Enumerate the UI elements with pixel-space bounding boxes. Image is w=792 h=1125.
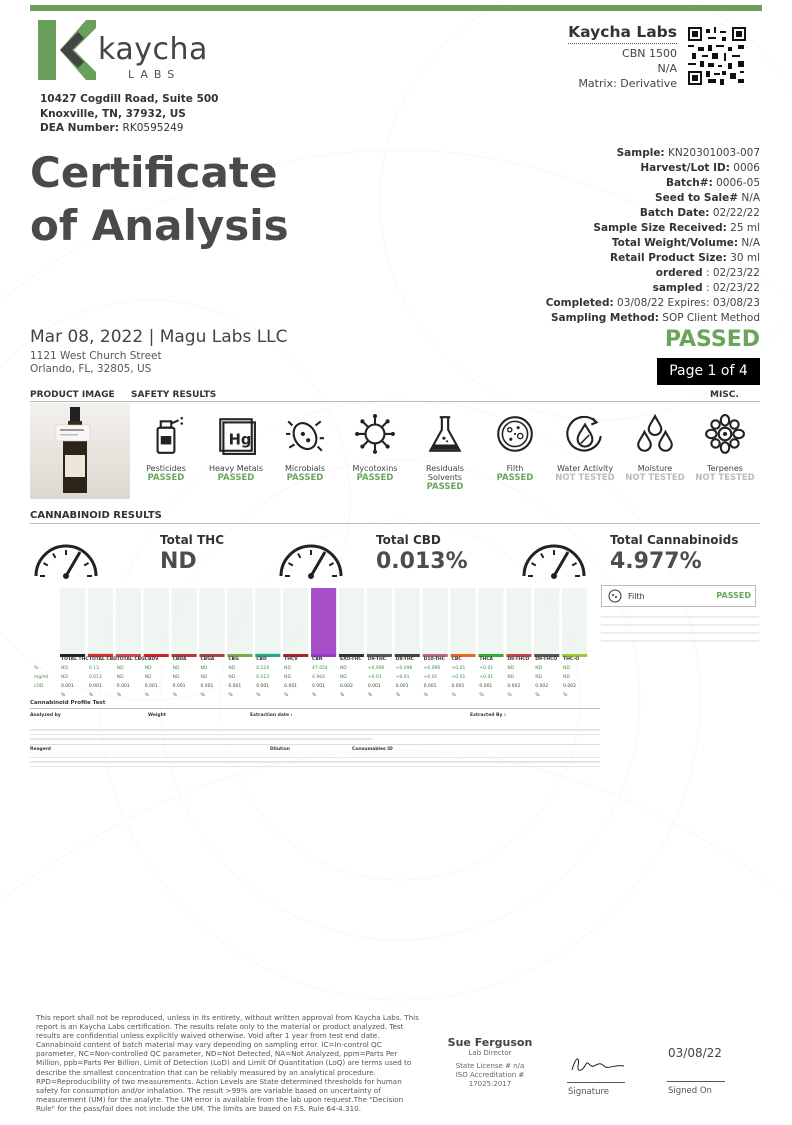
filth-box-title: Filth (628, 592, 645, 601)
misc-header: MISC. (710, 390, 739, 400)
table-cell: <0.01 (451, 675, 466, 680)
table-cell: 0.001 (88, 684, 102, 689)
sample-info-value: 02/22/22 (712, 207, 760, 219)
safety-item (690, 412, 760, 483)
table-cell: ND (144, 666, 152, 671)
sample-info-row (546, 236, 760, 251)
table-cell: <0.01 (395, 675, 410, 680)
chart-category-label: EXO-THC (339, 657, 362, 662)
safety-item-label: Mycotoxins (352, 464, 398, 473)
filth-side-box (601, 585, 756, 607)
table-cell: 0.001 (367, 684, 381, 689)
table-cell: 0.002 (339, 684, 353, 689)
sample-info-row (546, 176, 760, 191)
safety-results-header: SAFETY RESULTS (131, 390, 217, 400)
chart-bar-background (339, 588, 364, 654)
chart-bar-background (227, 588, 252, 654)
drops-icon (620, 412, 690, 458)
safety-item (550, 412, 620, 483)
table-cell: 4.964 (312, 675, 325, 680)
lab-address-line2: Knoxville, TN, 37932, US (40, 107, 186, 120)
table-cell: ND (228, 666, 236, 671)
table-cell: 0.002 (507, 684, 521, 689)
table-cell: 0.124 (256, 666, 270, 671)
table-cell: <0.01 (479, 675, 494, 680)
chart-bar-background (172, 588, 197, 654)
sample-info-row (546, 221, 760, 236)
virus-icon (340, 412, 410, 458)
table-cell: ND (172, 666, 180, 671)
table-cell: ND (535, 666, 543, 671)
table-cell: 0.001 (256, 684, 270, 689)
kaycha-logo-mark (38, 20, 96, 80)
sample-info-row (546, 251, 760, 266)
sample-info-label: Harvest/Lot ID: (640, 162, 730, 174)
gauge-icon (275, 530, 347, 580)
profile-title: Cannabinoid Profile Test (30, 700, 600, 709)
safety-item-status: PASSED (426, 482, 464, 492)
petri-dish-icon (608, 589, 622, 603)
cannabinoid-results-header: CANNABINOID RESULTS (30, 510, 162, 521)
chart-bar-background (144, 588, 169, 654)
table-cell: 0.002 (563, 684, 576, 689)
profile-test-block (30, 700, 600, 782)
safety-item-status: PASSED (217, 473, 255, 483)
table-cell: ND (339, 666, 347, 671)
table-unit: % (172, 693, 177, 698)
lab-address (40, 92, 219, 136)
chart-category-label: CBDV (144, 657, 159, 662)
table-cell: <0.01 (367, 675, 382, 680)
chart-bar-background (423, 588, 448, 654)
divider (30, 401, 760, 402)
chart-category-label: CBD (256, 657, 267, 662)
table-unit: % (479, 693, 484, 698)
table-cell: <0.096 (395, 666, 413, 671)
client-line: Mar 08, 2022 | Magu Labs LLC (30, 327, 288, 347)
table-unit: % (395, 693, 401, 698)
filth-detail-text (601, 610, 759, 662)
table-unit: % (256, 693, 261, 698)
table-cell: <0.01 (423, 675, 438, 680)
flower-icon (690, 412, 760, 458)
signed-on-line (667, 1081, 725, 1082)
title-line1: Certificate (30, 148, 278, 197)
qr-code-icon[interactable] (688, 27, 746, 85)
filth-box-status: PASSED (716, 591, 751, 600)
chart-category-label: THC-O (563, 657, 580, 662)
table-unit: % (535, 693, 540, 698)
sample-info-label: sampled (652, 282, 703, 294)
safety-item-status: PASSED (356, 473, 394, 483)
safety-item-status: NOT TESTED (555, 473, 615, 483)
sample-info-label: Batch#: (665, 177, 713, 189)
table-unit: % (423, 693, 428, 698)
signer-role: Lab Director (468, 1049, 512, 1057)
lab-address-line1: 10427 Cogdill Road, Suite 500 (40, 93, 219, 105)
lab-product-block (568, 25, 677, 91)
table-unit: % (228, 693, 233, 698)
total-value: ND (160, 549, 197, 574)
table-cell: 0.001 (61, 684, 74, 689)
chart-bar-background (60, 588, 85, 654)
table-cell: 47.654 (312, 666, 328, 671)
table-cell: 0.001 (172, 684, 186, 689)
table-unit: % (116, 693, 122, 698)
table-unit: % (284, 693, 289, 698)
sample-info-value: KN20301003-007 (667, 147, 760, 159)
table-cell: ND (200, 666, 208, 671)
table-cell: ND (339, 675, 347, 680)
table-cell: 0.001 (423, 684, 437, 689)
overall-status: PASSED (664, 327, 760, 352)
chart-bar-background (88, 588, 113, 654)
table-cell: ND (284, 666, 291, 671)
sample-info-value: : 02/23/22 (705, 267, 760, 279)
safety-item-status: PASSED (496, 473, 534, 483)
table-cell: 0.001 (395, 684, 409, 689)
consumables-label: Consumables ID (352, 746, 393, 752)
title-line2: of Analysis (30, 201, 289, 250)
sample-info-value: 0006 (733, 162, 760, 174)
table-cell: ND (116, 675, 124, 680)
lab-name: Kaycha Labs (568, 25, 677, 44)
table-cell: ND (535, 675, 543, 680)
signature-image (568, 1052, 628, 1078)
signer-license: State License # n/a (455, 1062, 525, 1070)
safety-item (340, 412, 410, 483)
sample-info-label: Sample Size Received: (593, 222, 727, 234)
chart-bar-background (199, 588, 224, 654)
table-row-label: % (34, 666, 39, 671)
client-address (30, 350, 162, 376)
table-cell: 0.001 (116, 684, 130, 689)
sample-info-row (546, 146, 760, 161)
signer-name: Sue Ferguson (447, 1036, 533, 1049)
safety-item (480, 412, 550, 483)
safety-item-label: Water Activity (556, 464, 614, 473)
chart-category-label: D8-THC (395, 657, 414, 662)
total-value: 4.977% (610, 549, 702, 574)
sample-info-row (546, 161, 760, 176)
table-cell: ND (61, 666, 68, 671)
sample-info-label: Sample: (616, 147, 665, 159)
sample-info-value: 03/08/22 Expires: 03/08/23 (617, 297, 760, 309)
chart-category-label: CBC (451, 657, 462, 662)
table-cell: ND (144, 675, 152, 680)
total-label: Total CBD (376, 533, 441, 547)
petri-dish-icon (480, 412, 550, 458)
chart-bar-background (283, 588, 308, 654)
table-unit: % (507, 693, 512, 698)
chart-category-label: TOTAL CBD (88, 657, 117, 662)
document-title (30, 146, 289, 252)
signer-block (440, 1038, 540, 1089)
table-unit: % (61, 693, 66, 698)
page-indicator: Page 1 of 4 (657, 358, 760, 385)
safety-item-status: PASSED (286, 473, 324, 483)
extracted-by-label: Extracted By : (470, 713, 506, 718)
microbe-icon (270, 412, 340, 458)
extraction-date-label: Extraction date : (250, 713, 293, 718)
table-row-label: LOD (34, 684, 44, 689)
sample-info-row (546, 311, 760, 326)
sample-info-row (546, 296, 760, 311)
logo-subtext: LABS (128, 68, 181, 81)
sample-info-row (546, 191, 760, 206)
divider (30, 523, 760, 524)
product-image (30, 403, 130, 499)
signature-line (567, 1082, 625, 1083)
chart-category-label: CBDA (172, 657, 187, 662)
sample-info-value: N/A (741, 237, 760, 249)
table-cell: ND (284, 675, 291, 680)
sample-info-row (546, 281, 760, 296)
safety-item-status: PASSED (147, 473, 185, 483)
total-label: Total Cannabinoids (610, 533, 739, 547)
table-cell: <0.096 (423, 666, 441, 671)
sample-info-value: 25 ml (730, 222, 760, 234)
table-row-label: mg/ml (34, 675, 49, 680)
table-cell: 0.001 (479, 684, 493, 689)
table-cell: 0.001 (144, 684, 158, 689)
table-cell: ND (507, 675, 515, 680)
sample-info-value: 0006-05 (716, 177, 760, 189)
table-cell: <0.01 (451, 666, 466, 671)
signature-label: Signature (568, 1087, 610, 1097)
safety-item-label: Heavy Metals (208, 464, 264, 473)
safety-item-status: NOT TESTED (695, 473, 755, 483)
table-cell: ND (116, 666, 124, 671)
top-accent-bar (30, 5, 762, 11)
dea-number (40, 121, 219, 136)
footer-disclaimer: This report shall not be reproduced, unless in its entirety, without written approval from Kaycha Labs. This report is an Kaycha Labs certification. The results relate only to the material or product analyzed. Test results are confidential unless explicitly waived otherwise. Void after 1 year from test end date. Cannabinoid content of batch material may vary depending on sampling error. IC=In-control QC parameter, NC=Non-controlled QC parameter, ND=Not Detected, NA=Not Analyzed, ppm=Parts Per Million, ppb=Parts Per Billion. Limit of Detection (LoD) and Limit Of Quantitation (LoQ) are terms used to describe the smallest concentration that can be reliably measured by an analytical procedure. RPD=Reproducibility of two measurements. Action Levels are State determined thresholds for human safety for consumption and/or inhalation. The result >99% are variable based on uncertainty of measurement (UM) for the analyte. The UM error is available from the lab upon request.The "Decision Rule" for the pass/fail does not include the UM. The limits are based on F.S. Rule 64-4.310. (36, 1013, 419, 1113)
sample-info-label: Total Weight/Volume: (611, 237, 739, 249)
flask-icon (410, 412, 480, 458)
table-unit: % (312, 693, 317, 698)
table-cell: 0.001 (228, 684, 242, 689)
sample-info-label: Completed: (545, 297, 614, 309)
table-unit: % (563, 693, 568, 698)
svg-text:Hg: Hg (228, 431, 252, 449)
chart-bar-background (534, 588, 559, 654)
sample-info-label: Seed to Sale# (655, 192, 739, 204)
table-unit: % (367, 693, 373, 698)
chart-category-label: TOTAL THC (61, 657, 89, 662)
chart-bar-background (395, 588, 420, 654)
table-cell: ND (507, 666, 515, 671)
table-cell: 0.001 (284, 684, 298, 689)
safety-item-status: NOT TESTED (625, 473, 685, 483)
chart-bar (311, 588, 336, 654)
table-cell: ND (228, 675, 236, 680)
chart-bar-background (255, 588, 280, 654)
table-cell: 0.001 (312, 684, 325, 689)
dilution-label: Dilution (270, 746, 291, 752)
hg-element-icon (201, 412, 271, 458)
sample-info (546, 146, 760, 326)
sample-info-label: ordered (655, 267, 703, 279)
table-cell: 0.001 (200, 684, 214, 689)
table-unit: % (339, 693, 345, 698)
chart-bar-background (562, 588, 587, 654)
table-unit: % (144, 693, 149, 698)
safety-item-label: Filth (506, 464, 524, 473)
signed-date: 03/08/22 (668, 1046, 722, 1060)
total-label: Total THC (160, 533, 224, 547)
chart-category-label: D8-THCO (507, 657, 530, 662)
gauge-icon (30, 530, 102, 580)
analyzed-by-label: Analyzed by (30, 713, 61, 718)
sample-info-value: : 02/23/22 (705, 282, 760, 294)
safety-item (620, 412, 690, 483)
table-cell: 0.002 (535, 684, 549, 689)
sample-info-value: SOP Client Method (662, 312, 760, 324)
safety-item (201, 412, 271, 483)
chart-bar-background (116, 588, 141, 654)
table-cell: ND (563, 666, 570, 671)
table-cell: 0.013 (88, 675, 102, 680)
weight-label: Weight (148, 713, 166, 718)
chart-bar-background (506, 588, 531, 654)
cannabinoid-bar-chart (60, 588, 590, 658)
safety-item-label: Pesticides (146, 464, 186, 473)
table-cell: <0.01 (479, 666, 494, 671)
table-cell: 0.013 (256, 675, 270, 680)
table-cell: ND (200, 675, 208, 680)
matrix: Matrix: Derivative (578, 77, 677, 90)
table-unit: % (451, 693, 456, 698)
spray-bottle-icon (131, 412, 201, 458)
product-name: CBN 1500 (622, 47, 677, 60)
chart-category-label: CBG (228, 657, 239, 662)
chart-bar-background (478, 588, 503, 654)
reagent-label: Reagent (30, 746, 52, 752)
chart-category-label: CBGA (200, 657, 215, 662)
chart-bar-background (451, 588, 476, 654)
table-cell: ND (172, 675, 180, 680)
chart-category-label: THCA (479, 657, 494, 662)
client-address-line2: Orlando, FL, 32805, US (30, 363, 152, 375)
safety-item-label: Terpenes (707, 464, 743, 473)
sample-info-label: Sampling Method: (550, 312, 659, 324)
chart-category-label: D10-THC (423, 657, 445, 662)
dea-value: RK0595249 (122, 122, 184, 134)
chart-category-label: CBN (312, 657, 323, 662)
product-na: N/A (657, 62, 677, 75)
chart-category-label: D9-THCO (535, 657, 558, 662)
product-image-header: PRODUCT IMAGE (30, 390, 115, 400)
water-drop-icon (550, 412, 620, 458)
sample-info-row (546, 206, 760, 221)
table-cell: 0.001 (451, 684, 465, 689)
safety-item (410, 412, 480, 492)
chart-category-label: THCV (284, 657, 298, 662)
safety-item (131, 412, 201, 483)
safety-item-label: Microbials (284, 464, 326, 473)
bottle-image (30, 403, 130, 499)
kaycha-logo (38, 20, 218, 90)
chart-category-label: TOTAL CBG (116, 657, 145, 662)
table-unit: % (88, 693, 94, 698)
table-cell: 0.13 (88, 666, 99, 671)
logo-wordmark: kaycha (98, 32, 208, 67)
table-cell: ND (61, 675, 68, 680)
chart-category-label: D9-THC (367, 657, 387, 662)
signed-on-label: Signed On (668, 1086, 712, 1096)
safety-item (270, 412, 340, 483)
sample-info-label: Retail Product Size: (610, 252, 727, 264)
total-value: 0.013% (376, 549, 468, 574)
sample-info-row (546, 266, 760, 281)
sample-info-value: 30 ml (730, 252, 760, 264)
sample-info-value: N/A (741, 192, 760, 204)
gauge-icon (518, 530, 590, 580)
dea-label: DEA Number: (40, 122, 119, 134)
chart-bar-background (367, 588, 392, 654)
client-address-line1: 1121 West Church Street (30, 350, 162, 362)
safety-item-label: Residuals Solvents (426, 464, 464, 482)
table-cell: <0.096 (367, 666, 385, 671)
signer-iso: ISO Accreditation # 17025:2017 (455, 1071, 525, 1088)
safety-item-label: Moisture (637, 464, 673, 473)
table-cell: ND (563, 675, 570, 680)
sample-info-label: Batch Date: (639, 207, 710, 219)
table-unit: % (200, 693, 205, 698)
